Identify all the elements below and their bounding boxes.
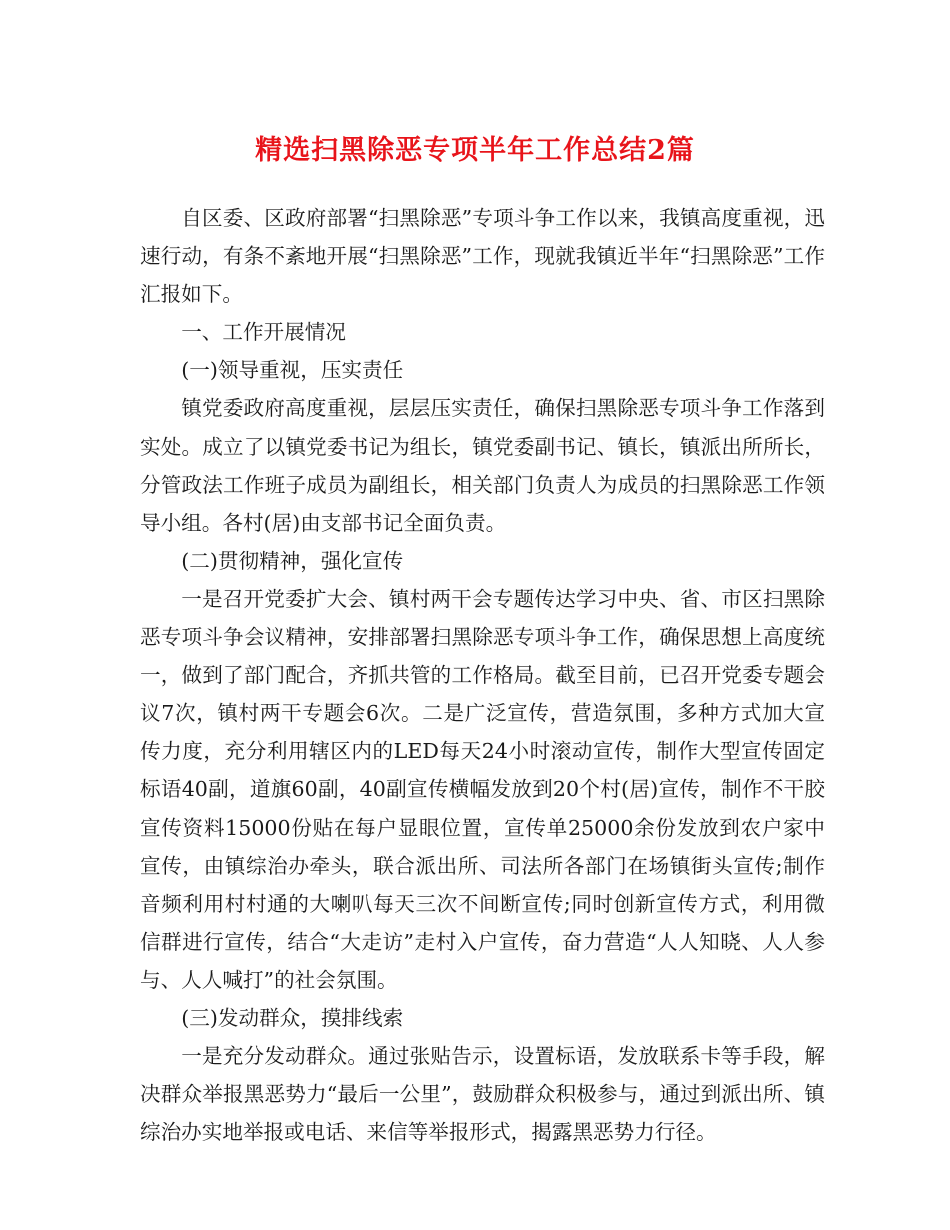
subheading-mobilize: (三)发动群众，摸排线索 — [181, 1005, 404, 1030]
paragraph-leadership: 镇党委政府高度重视，层层压实责任，确保扫黑除恶专项斗争工作落到实处。成立了以镇党委书记为组长，镇党委副书记、镇长，镇派出所所长，分管政法工作班子成员为副组长，相关部门负责人为成员的扫黑除恶工作领导小组。各村(居)由支部书记全面负责。 — [140, 396, 825, 535]
section-heading-work-status: 一、工作开展情况 — [181, 320, 346, 345]
paragraph-intro: 自区委、区政府部署“扫黑除恶”专项斗争工作以来，我镇高度重视，迅速行动，有条不紊地开展“扫黑除恶”工作，现就我镇近半年“扫黑除恶”工作汇报如下。 — [140, 206, 825, 307]
paragraph-mobilize: 一是充分发动群众。通过张贴告示，设置标语，发放联系卡等手段，解决群众举报黑恶势力“最后一公里”，鼓励群众积极参与，通过到派出所、镇综治办实地举报或电话、来信等举报形式，揭露黑恶势力行径。 — [140, 1044, 825, 1145]
document-body — [140, 199, 825, 1151]
document-title: 精选扫黑除恶专项半年工作总结2篇 — [255, 135, 695, 166]
paragraph-publicity: 一是召开党委扩大会、镇村两干会专题传达学习中央、省、市区扫黑除恶专项斗争会议精神，安排部署扫黑除恶专项斗争工作，确保思想上高度统一，做到了部门配合，齐抓共管的工作格局。截至目前，已召开党委专题会议7次，镇村两干专题会6次。二是广泛宣传，营造氛围，多种方式加大宣传力度，充分利用辖区内的LED每天24小时滚动宣传，制作大型宣传固定标语40副，道旗60副，40副宣传横幅发放到20个村(居)宣传，制作不干胶宣传资料15000份贴在每户显眼位置，宣传单25000余份发放到农户家中宣传，由镇综治办牵头，联合派出所、司法所各部门在场镇街头宣传;制作音频利用村村通的大喇叭每天三次不间断宣传;同时创新宣传方式，利用微信群进行宣传，结合“大走访”走村入户宣传，奋力营造“人人知晓、人人参与、人人喊打”的社会氛围。 — [140, 586, 825, 992]
subheading-publicity: (二)贯彻精神，强化宣传 — [181, 548, 404, 573]
subheading-leadership: (一)领导重视，压实责任 — [181, 358, 404, 383]
